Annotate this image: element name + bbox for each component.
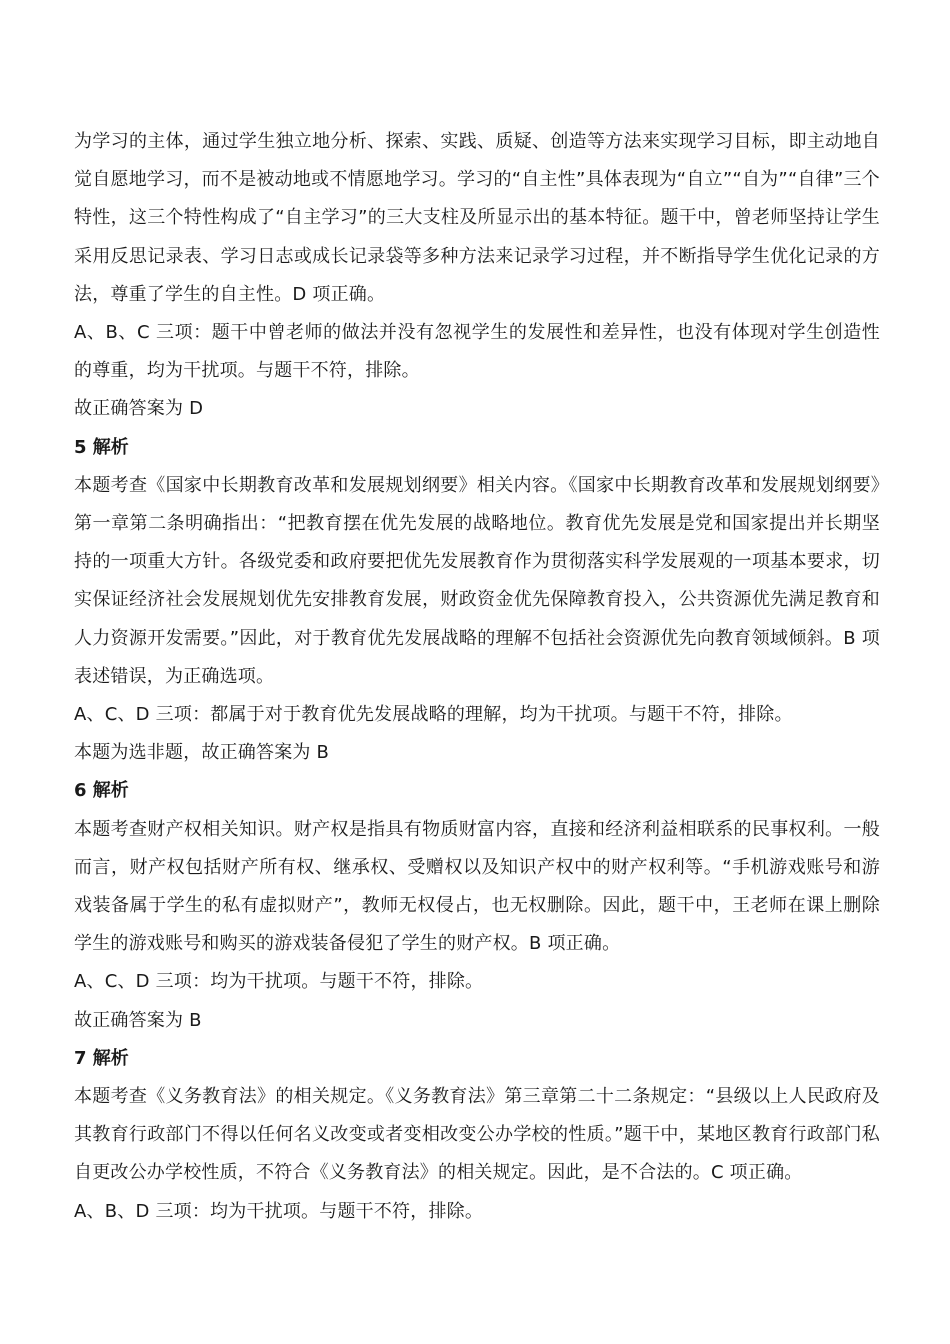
paragraph-q4-answer: 故正确答案为 D bbox=[74, 398, 204, 420]
paragraph-q4-explanation: 为学习的主体，通过学生独立地分析、探索、实践、质疑、创造等方法来实现学习目标，即主动地自觉自愿地学习，而不是被动地或不情愿地学习。学习的“自主性”具体表现为“自立”“自为”“自律”三个特性，这三个特性构成了“自主学习”的三大支柱及所显示出的基本特征。题干中，曾老师坚持让学生采用反思记录表、学习日志或成长记录袋等多种方法来记录学习过程，并不断指导学生优化记录的方法，尊重了学生的自主性。D 项正确。 bbox=[74, 131, 880, 305]
paragraph-q6-distractors: A、C、D 三项：均为干扰项。与题干不符，排除。 bbox=[74, 971, 484, 993]
paragraph-q5-answer: 本题为选非题，故正确答案为 B bbox=[74, 742, 330, 764]
paragraph-q5-explanation: 本题考查《国家中长期教育改革和发展规划纲要》相关内容。《国家中长期教育改革和发展规划纲要》第一章第二条明确指出：“把教育摆在优先发展的战略地位。教育优先发展是党和国家提出并长期坚持的一项重大方针。各级党委和政府要把优先发展教育作为贯彻落实科学发展观的一项基本要求，切实保证经济社会发展规划优先安排教育发展，财政资金优先保障教育投入，公共资源优先满足教育和人力资源开发需要。”因此，对于教育优先发展战略的理解不包括社会资源优先向教育领域倾斜。B 项表述错误，为正确选项。 bbox=[74, 474, 880, 687]
paragraph-q7-explanation: 本题考查《义务教育法》的相关规定。《义务教育法》第三章第二十二条规定：“县级以上人民政府及其教育行政部门不得以任何名义改变或者变相改变公办学校的性质。”题干中，某地区教育行政部门私自更改公办学校性质，不符合《义务教育法》的相关规定。因此，是不合法的。C 项正确。 bbox=[74, 1086, 880, 1184]
paragraph-q4-distractors: A、B、C 三项：题干中曾老师的做法并没有忽视学生的发展性和差异性，也没有体现对学生创造性的尊重，均为干扰项。与题干不符，排除。 bbox=[74, 322, 880, 382]
document-page bbox=[74, 123, 880, 1231]
heading-q7: 7 解析 bbox=[74, 1047, 129, 1069]
heading-q6: 6 解析 bbox=[74, 780, 129, 802]
paragraph-q7-distractors: A、B、D 三项：均为干扰项。与题干不符，排除。 bbox=[74, 1200, 484, 1222]
paragraph-q6-answer: 故正确答案为 B bbox=[74, 1009, 202, 1031]
heading-q5: 5 解析 bbox=[74, 436, 129, 458]
paragraph-q6-explanation: 本题考查财产权相关知识。财产权是指具有物质财富内容，直接和经济利益相联系的民事权利。一般而言，财产权包括财产所有权、继承权、受赠权以及知识产权中的财产权利等。“手机游戏账号和游戏装备属于学生的私有虚拟财产”，教师无权侵占，也无权删除。因此，题干中，王老师在课上删除学生的游戏账号和购买的游戏装备侵犯了学生的财产权。B 项正确。 bbox=[74, 818, 880, 955]
paragraph-q5-distractors: A、C、D 三项：都属于对于教育优先发展战略的理解，均为干扰项。与题干不符，排除。 bbox=[74, 704, 793, 726]
